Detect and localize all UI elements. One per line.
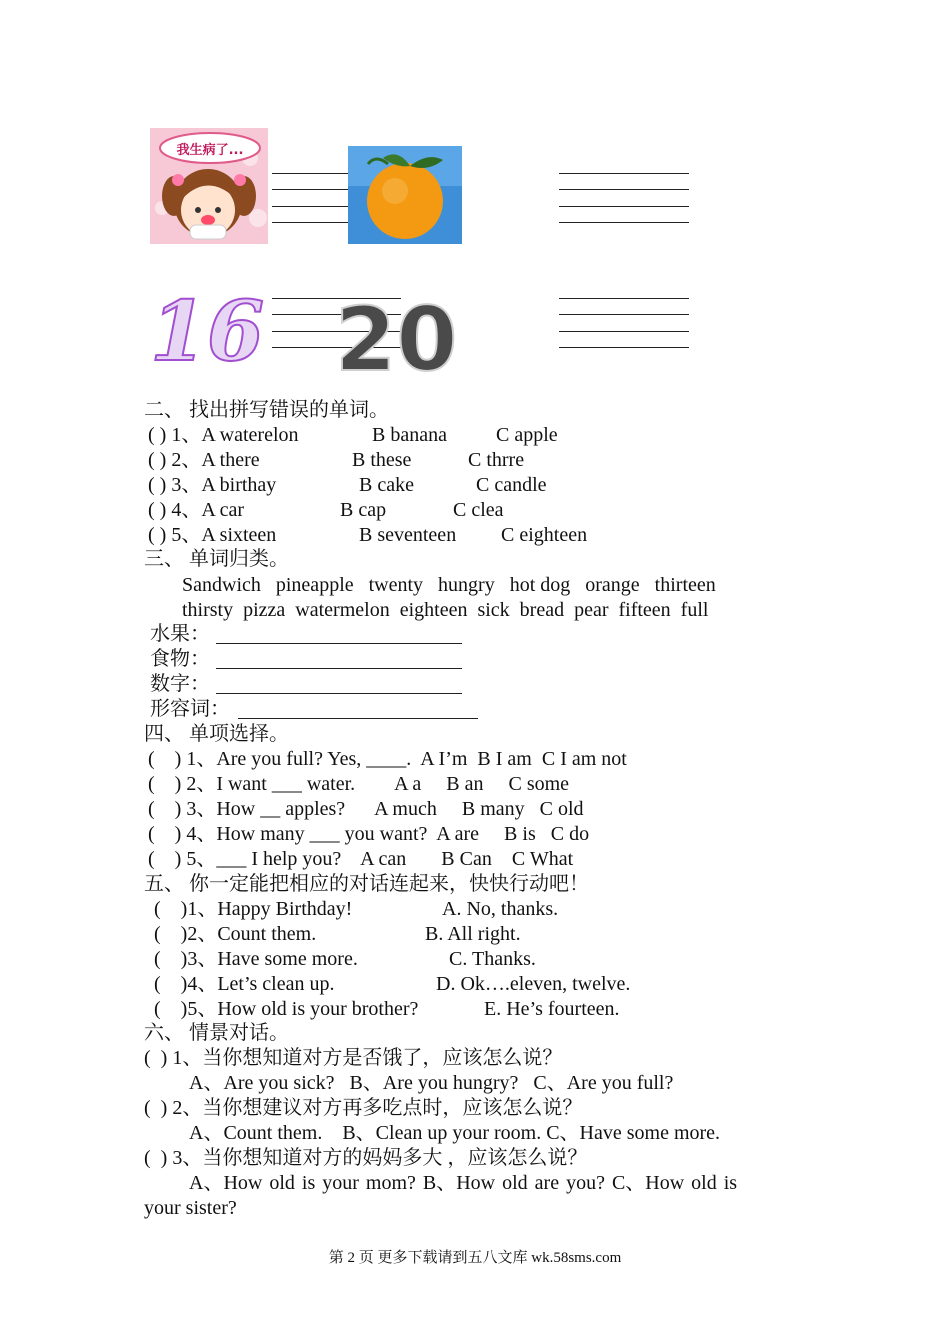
section-6-heading: 六、 情景对话。 bbox=[144, 1022, 289, 1044]
section-4-heading: 四、 单项选择。 bbox=[144, 723, 289, 745]
s5-a5: E. He’s fourteen. bbox=[484, 998, 620, 1020]
s2-q1-a: ( ) 1、A waterelon bbox=[148, 424, 299, 446]
s6-q1-options: A、Are you sick? B、Are you hungry? C、Are you full? bbox=[189, 1072, 674, 1094]
s6-q3: ( ) 3、当你想知道对方的妈妈多大 ，应该怎么说？ bbox=[144, 1147, 588, 1169]
s5-a4: D. Ok….eleven, twelve. bbox=[436, 973, 631, 995]
s6-q3-options: A、How old is your mom? B、How old are you? C、How old is bbox=[189, 1172, 738, 1194]
s4-q5: ( ) 5、___ I help you? A can B Can C What bbox=[148, 848, 574, 870]
s6-q3-options-cont: your sister? bbox=[144, 1197, 237, 1219]
s4-q1: ( ) 1、Are you full? Yes, ____. A I’m B I am C I am not bbox=[148, 748, 627, 770]
orange-image bbox=[348, 146, 462, 244]
s4-q2: ( ) 2、I want ___ water. A a B an C some bbox=[148, 773, 570, 795]
section-3-heading: 三、 单词归类。 bbox=[144, 548, 289, 570]
s3-words-line2: thirsty pizza watermelon eighteen sick bread pear fifteen full bbox=[182, 599, 709, 621]
s2-q1-c: C apple bbox=[496, 424, 558, 446]
section-5-heading: 五、 你一定能把相应的对话连起来，快快行动吧！ bbox=[144, 873, 589, 895]
s3-fruit-blank[interactable] bbox=[216, 643, 462, 644]
s2-q4-a: ( ) 4、A car bbox=[148, 499, 245, 521]
number-20-image bbox=[330, 284, 458, 391]
s5-q2: ( )2、Count them. bbox=[154, 923, 317, 945]
s5-q3: ( )3、Have some more. bbox=[154, 948, 358, 970]
s5-q5: ( )5、How old is your brother? bbox=[154, 998, 419, 1020]
number-16-text: 16 bbox=[150, 284, 265, 380]
section-2-heading: 二、 找出拼写错误的单词。 bbox=[144, 399, 389, 421]
s2-q2-c: C thrre bbox=[468, 449, 525, 471]
s2-q2-b: B these bbox=[352, 449, 412, 471]
s2-q3-a: ( ) 3、A birthay bbox=[148, 474, 277, 496]
s5-q1: ( )1、Happy Birthday! bbox=[154, 898, 353, 920]
s2-q4-c: C clea bbox=[453, 499, 504, 521]
s5-a3: C. Thanks. bbox=[449, 948, 536, 970]
s6-q1: ( ) 1、当你想知道对方是否饿了，应该怎么说？ bbox=[144, 1047, 563, 1069]
s6-q2: ( ) 2、当你想建议对方再多吃点时，应该怎么说？ bbox=[144, 1097, 583, 1119]
s2-q4-b: B cap bbox=[340, 499, 387, 521]
number-20-text: 20 bbox=[335, 288, 458, 391]
s3-adj-blank[interactable] bbox=[238, 718, 478, 719]
page-footer: 第 2 页 更多下载请到五八文库 wk.58sms.com bbox=[328, 1250, 622, 1266]
s4-q3: ( ) 3、How __ apples? A much B many C old bbox=[148, 798, 584, 820]
s2-q2-a: ( ) 2、A there bbox=[148, 449, 260, 471]
s5-q4: ( )4、Let’s clean up. bbox=[154, 973, 335, 995]
s3-cat-fruit: 水果： bbox=[150, 623, 210, 645]
s4-q4: ( ) 4、How many ___ you want? A are B is C do bbox=[148, 823, 590, 845]
s2-q3-b: B cake bbox=[359, 474, 414, 496]
s3-food-blank[interactable] bbox=[216, 668, 462, 669]
s3-number-blank[interactable] bbox=[216, 693, 462, 694]
s2-q1-b: B banana bbox=[372, 424, 447, 446]
s2-q5-b: B seventeen bbox=[359, 524, 457, 546]
s2-q3-c: C candle bbox=[476, 474, 547, 496]
s5-a2: B. All right. bbox=[425, 923, 521, 945]
s2-q5-a: ( ) 5、A sixteen bbox=[148, 524, 277, 546]
sick-girl-image bbox=[150, 128, 268, 244]
s3-cat-adj: 形容词： bbox=[150, 698, 230, 720]
s3-cat-number: 数字： bbox=[150, 673, 210, 695]
number-16-image bbox=[146, 280, 265, 380]
s2-q5-c: C eighteen bbox=[501, 524, 588, 546]
s3-cat-food: 食物： bbox=[150, 648, 210, 670]
sick-girl-caption: 我生病了... bbox=[176, 143, 244, 158]
s6-q2-options: A、Count them. B、Clean up your room. C、Have some more. bbox=[189, 1122, 721, 1144]
s3-words-line1: Sandwich pineapple twenty hungry hot dog orange thirteen bbox=[182, 574, 716, 596]
s5-a1: A. No, thanks. bbox=[442, 898, 559, 920]
